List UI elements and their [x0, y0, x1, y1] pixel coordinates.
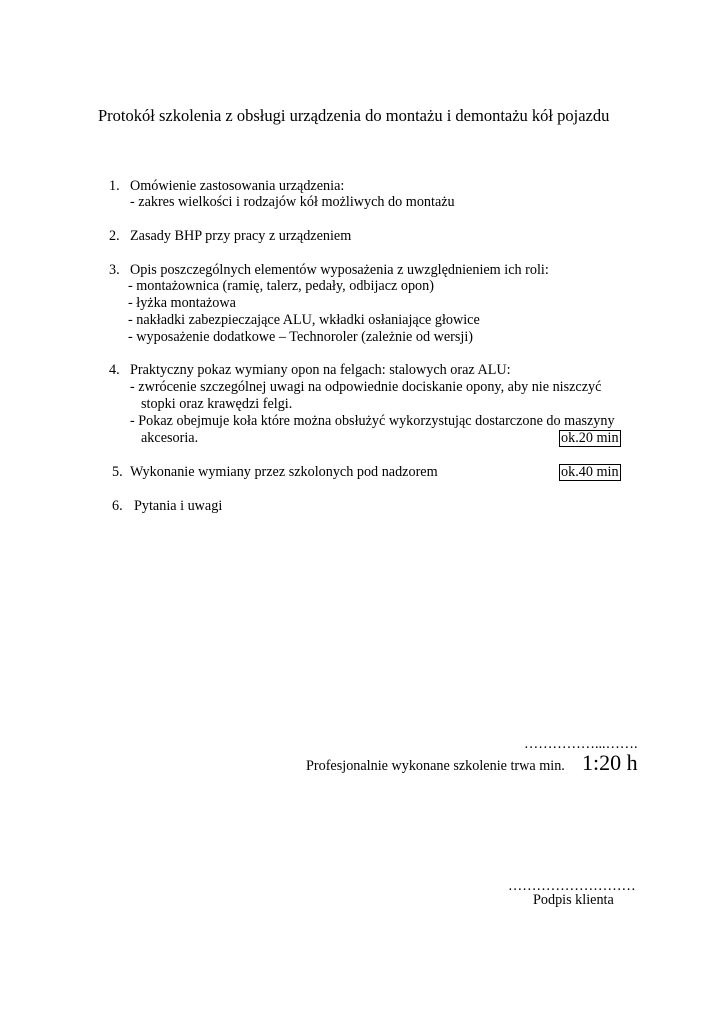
- signature-label: Podpis klienta: [533, 892, 614, 908]
- item-4-sub-1: - zwrócenie szczególnej uwagi na odpowiednie dociskanie opony, aby nie niszczyć: [130, 379, 602, 395]
- item-3-number: 3.: [109, 262, 120, 278]
- duration-dots: ……………...…….: [524, 736, 638, 752]
- item-3-sub-4: - wyposażenie dodatkowe – Technoroler (zależnie od wersji): [128, 329, 474, 345]
- signature-dots: ………………………: [508, 878, 636, 894]
- item-3-sub-2: - łyżka montażowa: [128, 295, 236, 311]
- item-1-text: Omówienie zastosowania urządzenia:: [130, 178, 345, 194]
- item-4-number: 4.: [109, 362, 120, 378]
- item-1-number: 1.: [109, 178, 120, 194]
- item-4-text: Praktyczny pokaz wymiany opon na felgach: stalowych oraz ALU:: [130, 362, 511, 378]
- item-4-sub-4: akcesoria.: [141, 430, 199, 446]
- item-5-number: 5.: [112, 464, 123, 480]
- item-6-number: 6.: [112, 498, 123, 514]
- item-1-sub-1: - zakres wielkości i rodzajów kół możliwych do montażu: [130, 194, 455, 210]
- item-5-time-box: ok.40 min: [561, 464, 619, 480]
- item-2-text: Zasady BHP przy pracy z urządzeniem: [130, 228, 352, 244]
- item-4-time-box: ok.20 min: [561, 430, 619, 446]
- item-4-sub-3: - Pokaz obejmuje koła które można obsłużyć wykorzystując dostarczone do maszyny: [130, 413, 615, 429]
- duration-value: 1:20 h: [582, 750, 638, 775]
- item-3-text: Opis poszczególnych elementów wyposażenia z uwzględnieniem ich roli:: [130, 262, 549, 278]
- page-title: Protokół szkolenia z obsługi urządzenia do montażu i demontażu kół pojazdu: [98, 106, 610, 125]
- item-3-sub-3: - nakładki zabezpieczające ALU, wkładki osłaniające głowice: [128, 312, 480, 328]
- item-3-sub-1: - montażownica (ramię, talerz, pedały, odbijacz opon): [128, 278, 434, 294]
- duration-label: Profesjonalnie wykonane szkolenie trwa min.: [306, 758, 565, 774]
- item-4-sub-2: stopki oraz krawędzi felgi.: [141, 396, 293, 412]
- item-6-text: Pytania i uwagi: [134, 498, 223, 514]
- item-5-text: Wykonanie wymiany przez szkolonych pod nadzorem: [130, 464, 438, 480]
- item-2-number: 2.: [109, 228, 120, 244]
